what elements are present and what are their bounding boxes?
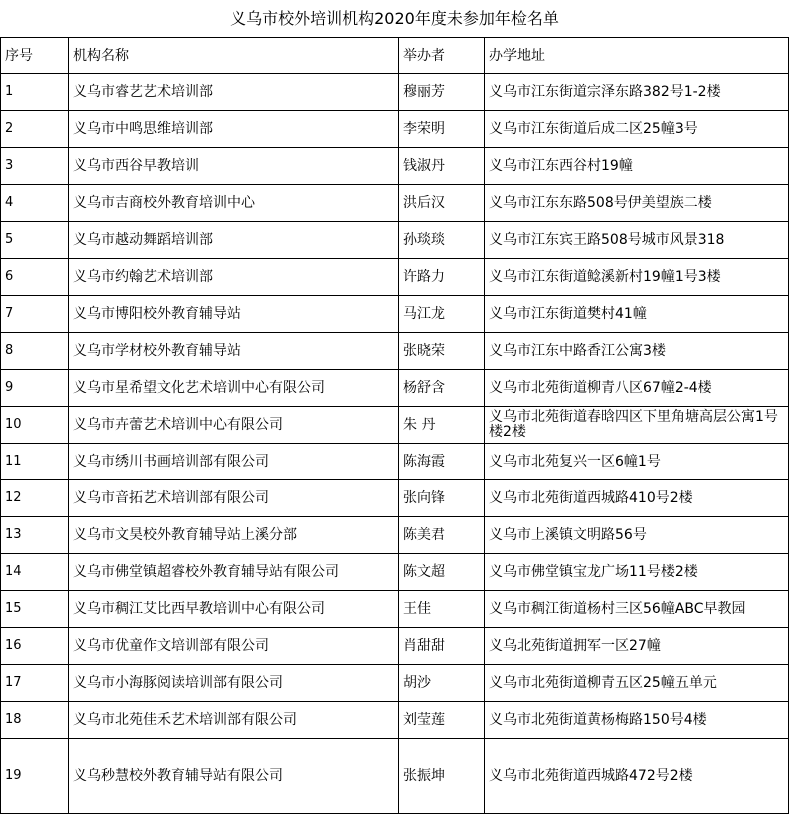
header-name: 机构名称 — [69, 38, 399, 74]
cell-address: 义乌市佛堂镇宝龙广场11号楼2楼 — [485, 554, 789, 591]
cell-address: 义乌北苑街道拥军一区27幢 — [485, 628, 789, 665]
cell-seq: 1 — [1, 74, 69, 111]
cell-institution-name: 义乌市越动舞蹈培训部 — [69, 222, 399, 259]
header-organizer: 举办者 — [399, 38, 485, 74]
cell-address: 义乌市江东宾王路508号城市风景318 — [485, 222, 789, 259]
cell-address: 义乌市江东街道鲶溪新村19幢1号3楼 — [485, 259, 789, 296]
cell-organizer: 穆丽芳 — [399, 74, 485, 111]
cell-organizer: 陈文超 — [399, 554, 485, 591]
cell-institution-name: 义乌市优童作文培训部有限公司 — [69, 628, 399, 665]
cell-seq: 5 — [1, 222, 69, 259]
table-row — [1, 739, 789, 814]
cell-address: 义乌市北苑街道春晗四区下里角塘高层公寓1号楼2楼 — [485, 407, 789, 444]
cell-address: 义乌市上溪镇文明路56号 — [485, 517, 789, 554]
cell-address: 义乌市北苑街道西城路410号2楼 — [485, 480, 789, 517]
cell-seq: 2 — [1, 111, 69, 148]
cell-address: 义乌市北苑复兴一区6幢1号 — [485, 444, 789, 480]
table-row — [1, 370, 789, 407]
document-title: 义乌市校外培训机构2020年度未参加年检名单 — [230, 9, 559, 28]
cell-seq: 11 — [1, 444, 69, 480]
cell-seq: 16 — [1, 628, 69, 665]
cell-seq: 7 — [1, 296, 69, 333]
cell-seq: 10 — [1, 407, 69, 444]
cell-institution-name: 义乌市西谷早教培训 — [69, 148, 399, 185]
cell-institution-name: 义乌市小海豚阅读培训部有限公司 — [69, 665, 399, 702]
cell-institution-name: 义乌市北苑佳禾艺术培训部有限公司 — [69, 702, 399, 739]
cell-organizer: 陈美君 — [399, 517, 485, 554]
cell-institution-name: 义乌市卉蕾艺术培训中心有限公司 — [69, 407, 399, 444]
cell-organizer: 刘莹莲 — [399, 702, 485, 739]
cell-seq: 8 — [1, 333, 69, 370]
cell-organizer: 马江龙 — [399, 296, 485, 333]
cell-organizer: 杨舒含 — [399, 370, 485, 407]
cell-organizer: 陈海霞 — [399, 444, 485, 480]
cell-address: 义乌市江东东路508号伊美望族二楼 — [485, 185, 789, 222]
cell-institution-name: 义乌市约翰艺术培训部 — [69, 259, 399, 296]
table-row — [1, 148, 789, 185]
cell-address: 义乌市江东中路香江公寓3楼 — [485, 333, 789, 370]
cell-address: 义乌市江东街道樊村41幢 — [485, 296, 789, 333]
cell-organizer: 张向锋 — [399, 480, 485, 517]
cell-organizer: 朱 丹 — [399, 407, 485, 444]
table-row — [1, 407, 789, 444]
cell-organizer: 孙琰琰 — [399, 222, 485, 259]
cell-address: 义乌市北苑街道西城路472号2楼 — [485, 739, 789, 814]
cell-address: 义乌市江东西谷村19幢 — [485, 148, 789, 185]
table-row — [1, 554, 789, 591]
cell-institution-name: 义乌市音拓艺术培训部有限公司 — [69, 480, 399, 517]
cell-organizer: 洪后汉 — [399, 185, 485, 222]
table-row — [1, 111, 789, 148]
table-row — [1, 444, 789, 480]
cell-address: 义乌市北苑街道柳青八区67幢2-4楼 — [485, 370, 789, 407]
cell-institution-name: 义乌市稠江艾比西早教培训中心有限公司 — [69, 591, 399, 628]
table-row — [1, 591, 789, 628]
table-header-row — [1, 38, 789, 74]
cell-institution-name: 义乌市中鸣思维培训部 — [69, 111, 399, 148]
cell-organizer: 钱淑丹 — [399, 148, 485, 185]
cell-organizer: 张振坤 — [399, 739, 485, 814]
cell-seq: 14 — [1, 554, 69, 591]
cell-seq: 9 — [1, 370, 69, 407]
table-row — [1, 222, 789, 259]
cell-seq: 3 — [1, 148, 69, 185]
table-row — [1, 702, 789, 739]
cell-organizer: 李荣明 — [399, 111, 485, 148]
cell-institution-name: 义乌市博阳校外教育辅导站 — [69, 296, 399, 333]
header-seq: 序号 — [1, 38, 69, 74]
cell-seq: 4 — [1, 185, 69, 222]
table-row — [1, 333, 789, 370]
table-row — [1, 74, 789, 111]
cell-organizer: 许路力 — [399, 259, 485, 296]
cell-institution-name: 义乌秒慧校外教育辅导站有限公司 — [69, 739, 399, 814]
cell-address: 义乌市稠江街道杨村三区56幢ABC早教园 — [485, 591, 789, 628]
cell-institution-name: 义乌市星希望文化艺术培训中心有限公司 — [69, 370, 399, 407]
cell-address: 义乌市江东街道宗泽东路382号1-2楼 — [485, 74, 789, 111]
table-row — [1, 296, 789, 333]
cell-address: 义乌市北苑街道黄杨梅路150号4楼 — [485, 702, 789, 739]
cell-organizer: 王佳 — [399, 591, 485, 628]
cell-seq: 13 — [1, 517, 69, 554]
cell-seq: 17 — [1, 665, 69, 702]
cell-institution-name: 义乌市文昊校外教育辅导站上溪分部 — [69, 517, 399, 554]
cell-seq: 15 — [1, 591, 69, 628]
table-row — [1, 480, 789, 517]
cell-address: 义乌市北苑街道柳青五区25幢五单元 — [485, 665, 789, 702]
cell-organizer: 张晓荣 — [399, 333, 485, 370]
cell-institution-name: 义乌市学材校外教育辅导站 — [69, 333, 399, 370]
unlicensed-institutions-table — [0, 37, 789, 814]
cell-seq: 18 — [1, 702, 69, 739]
cell-institution-name: 义乌市吉商校外教育培训中心 — [69, 185, 399, 222]
cell-organizer: 肖甜甜 — [399, 628, 485, 665]
table-row — [1, 259, 789, 296]
cell-institution-name: 义乌市睿艺艺术培训部 — [69, 74, 399, 111]
table-row — [1, 628, 789, 665]
cell-organizer: 胡沙 — [399, 665, 485, 702]
cell-institution-name: 义乌市绣川书画培训部有限公司 — [69, 444, 399, 480]
cell-seq: 12 — [1, 480, 69, 517]
header-address: 办学地址 — [485, 38, 789, 74]
table-row — [1, 185, 789, 222]
table-row — [1, 665, 789, 702]
cell-institution-name: 义乌市佛堂镇超睿校外教育辅导站有限公司 — [69, 554, 399, 591]
cell-seq: 19 — [1, 739, 69, 814]
table-row — [1, 517, 789, 554]
cell-address: 义乌市江东街道后成二区25幢3号 — [485, 111, 789, 148]
cell-seq: 6 — [1, 259, 69, 296]
